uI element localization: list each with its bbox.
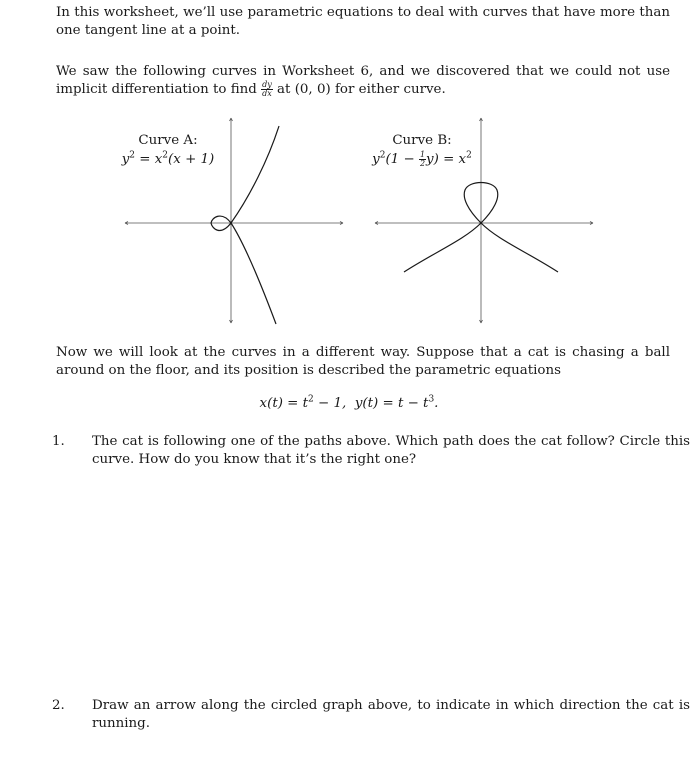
curve-a-equation: $y^2 = x^2(x + 1)$ (121, 150, 215, 167)
curve-b-title: Curve B: (392, 133, 452, 148)
story-paragraph: Now we will look at the curves in a different way. Suppose that a cat is chasing a ball around on the floor, and its position is described the parametric equations (56, 345, 670, 378)
question-2: 2. Draw an arrow along the circled graph above, to indicate in which direction the cat is running. (52, 698, 690, 731)
prior-point: (0, 0) (294, 82, 331, 97)
curve-b-graph (370, 112, 610, 332)
intro-paragraph: In this worksheet, we’ll use parametric equations to deal with curves that have more than one tangent line at a point. (56, 5, 670, 38)
prior-text-end: for either curve. (334, 82, 446, 97)
curve-b-equation: $y^2(1$ − $\frac{1}{2}$ $y) = x^2$ (372, 150, 472, 168)
curve-a-graph (120, 112, 360, 332)
curve-a-path (211, 126, 279, 324)
prior-text: We saw the following curves in Worksheet 6, and we discovered that we could not use implicit differentiation to find (56, 64, 670, 97)
question-1: 1. The cat is following one of the paths above. Which path does the cat follow? Circle this curve. How do you know that it’s the right one? (52, 434, 690, 467)
dy-dx-fraction: $\frac{dy}{dx}$ (262, 80, 272, 98)
prior-paragraph (56, 63, 670, 99)
parametric-equations: $x(t) = t^2 - 1$, $y(t) = t - t^3$. (259, 394, 439, 411)
prior-at: at (277, 82, 291, 97)
curve-a-title: Curve A: (138, 133, 198, 148)
